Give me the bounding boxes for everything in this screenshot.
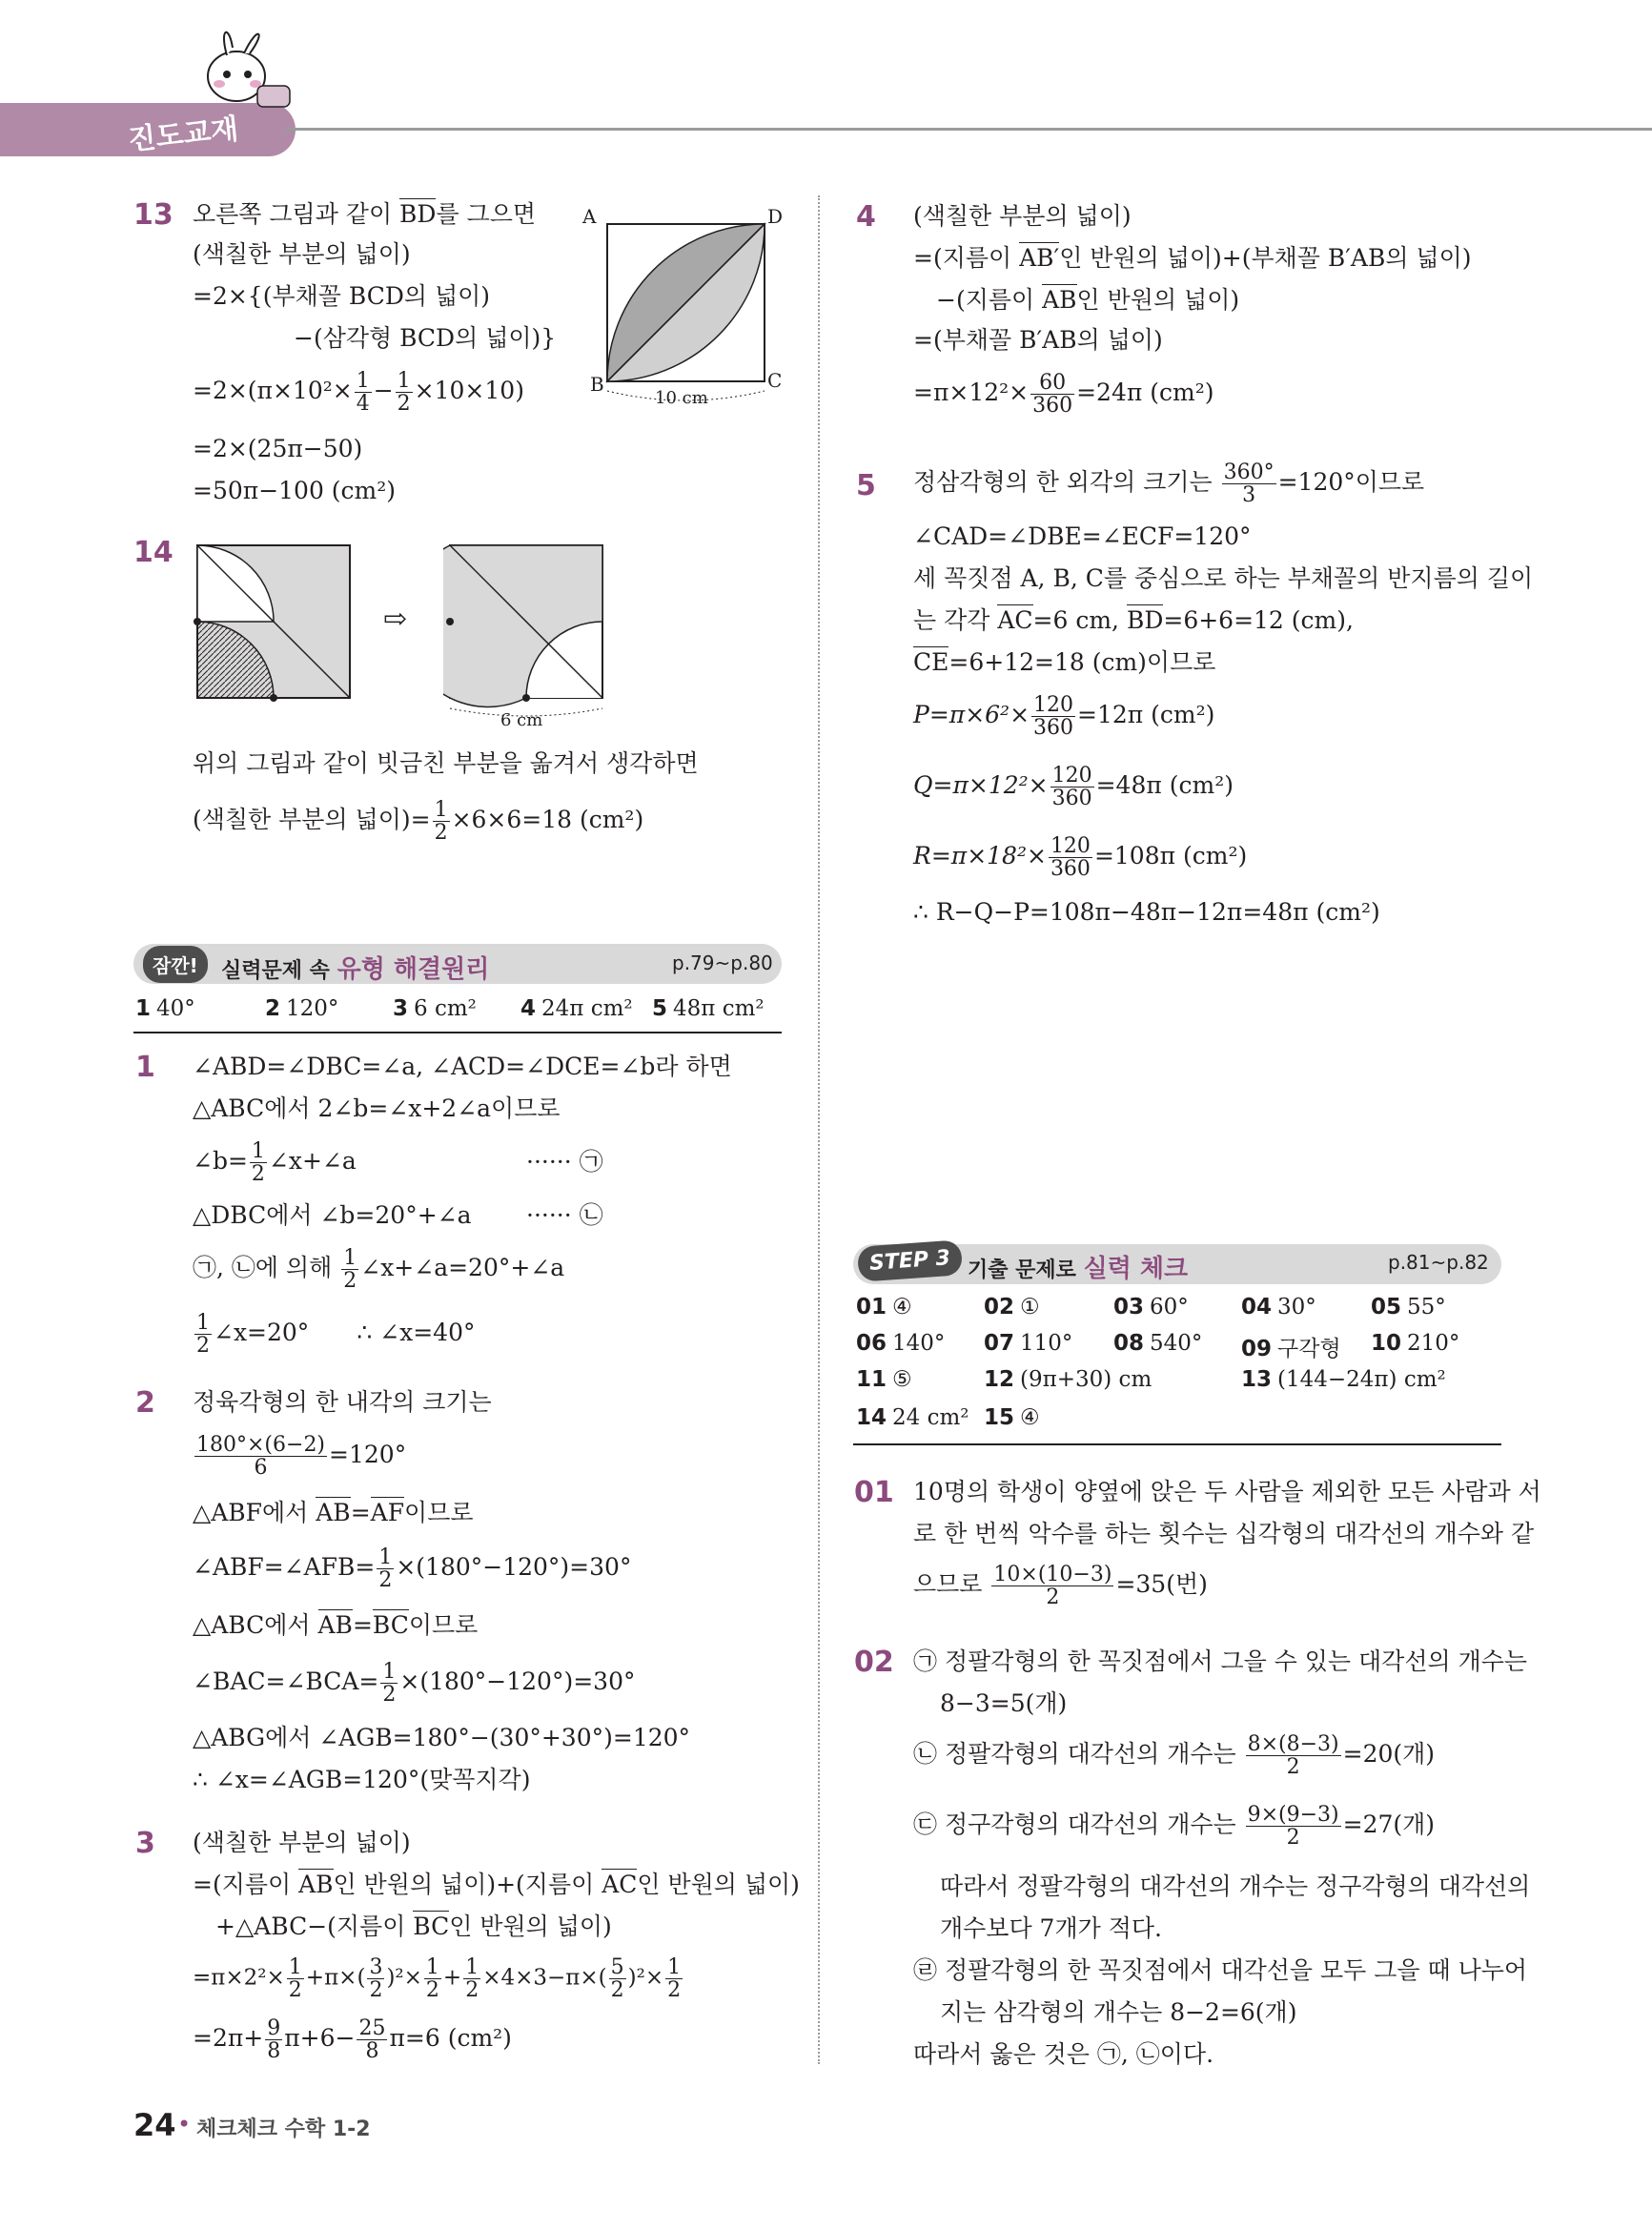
p13-line2: (색칠한 부분의 넓이)	[193, 240, 411, 268]
text: =2×(π×10²×	[193, 377, 353, 405]
answer-12: 12 (9π+30) cm	[984, 1367, 1152, 1392]
s02-line9: 따라서 옳은 것은 ㉠, ㉡이다.	[913, 2040, 1214, 2068]
q2-line2: $\frac{180^\circ\times(6-2)}{6}$ =120°	[196, 1433, 407, 1481]
answer-01: 01 ④	[856, 1295, 912, 1320]
fraction: $\frac{120}{360}$	[1051, 764, 1092, 811]
fraction: $\frac{5}{2}$	[610, 1955, 624, 2003]
q5-line9: ∴ R−Q−P=108π−48π−12π=48π (cm²)	[913, 898, 1380, 926]
p14-figure-right	[443, 539, 615, 729]
p14-line1: 위의 그림과 같이 빗금친 부분을 옮겨서 생각하면	[193, 749, 699, 777]
p13-line4: −(삼각형 BCD의 넓이)}	[294, 324, 557, 352]
answer-4: 4 24π cm²	[520, 996, 633, 1021]
s02-line3: ㉡ 정팔각형의 대각선의 개수는 $\frac{8\times(8-3)}{2}$ =20(개)	[913, 1732, 1436, 1780]
q1-line2: △ABC에서 2∠b=∠x+2∠a이므로	[193, 1095, 561, 1122]
q5-line4: 는 각각 AC=6 cm, BD=6+6=12 (cm),	[913, 606, 1354, 634]
fraction: $\frac{1}{4}$	[356, 369, 370, 417]
q3-line3: +△ABC−(지름이 BC인 반원의 넓이)	[215, 1913, 612, 1940]
fraction: $\frac{120}{360}$	[1050, 834, 1091, 882]
fraction: $\frac{360^\circ}{3}$	[1223, 460, 1275, 508]
q5-line5: CE=6+12=18 (cm)이므로	[913, 648, 1216, 676]
s01-line2: 로 한 번씩 악수를 하는 횟수는 십각형의 대각선의 개수와 같	[913, 1520, 1535, 1547]
fraction: $\frac{180^\circ\times(6-2)}{6}$	[196, 1433, 326, 1481]
s02-line1: ㉠ 정팔각형의 한 꼭짓점에서 그을 수 있는 대각선의 개수는	[913, 1647, 1528, 1675]
text: ×6×6=18 (cm²)	[451, 806, 644, 834]
page-number: 24	[133, 2107, 176, 2143]
fraction: $\frac{9}{8}$	[267, 2016, 281, 2064]
q5-line6: P=π×6²× $\frac{120}{360}$ =12π (cm²)	[913, 693, 1215, 741]
p13-figure	[577, 200, 796, 419]
fraction: $\frac{9\times(9-3)}{2}$	[1247, 1803, 1339, 1851]
p14-number: 14	[133, 536, 173, 569]
fraction: $\frac{8\times(8-3)}{2}$	[1247, 1732, 1339, 1780]
q2-line3: △ABF에서 AB=AF이므로	[193, 1499, 474, 1526]
p13-line1	[193, 200, 536, 229]
p14-line2	[193, 799, 643, 844]
q1-line4: △DBC에서 ∠b=20°+∠a	[193, 1201, 472, 1229]
answer-08: 08 540°	[1113, 1331, 1203, 1356]
q2-line8: ∴ ∠x=∠AGB=120°(맞꼭지각)	[193, 1766, 531, 1793]
q2-line1: 정육각형의 한 내각의 크기는	[193, 1388, 492, 1416]
answer-15: 15 ④	[984, 1405, 1040, 1430]
q1-number: 1	[135, 1051, 155, 1084]
fraction: $\frac{1}{2}$	[378, 1545, 393, 1593]
p13-number: 13	[133, 198, 173, 232]
answer-05: 05 55°	[1371, 1295, 1446, 1320]
q2-line6: ∠BAC=∠BCA= $\frac{1}{2}$ ×(180°−120°)=30°	[193, 1660, 636, 1708]
section-title: 실력문제 속 유형 해결원리	[221, 955, 490, 984]
q1-line3: ∠b= $\frac{1}{2}$ ∠x+∠a	[193, 1139, 357, 1187]
s01-line1: 10명의 학생이 양옆에 앉은 두 사람을 제외한 모든 사람과 서	[913, 1478, 1541, 1505]
q5-line7: Q=π×12²× $\frac{120}{360}$ =48π (cm²)	[913, 764, 1234, 811]
q4-line2: =(지름이 AB′인 반원의 넓이)+(부채꼴 B′AB의 넓이)	[913, 244, 1472, 272]
fraction: $\frac{120}{360}$	[1033, 693, 1074, 741]
s02-number: 02	[854, 1646, 894, 1679]
fraction: $\frac{1}{2}$	[382, 1660, 397, 1708]
p13-line5	[193, 370, 524, 415]
text: (색칠한 부분의 넓이)=	[193, 806, 431, 834]
fraction: $\frac{1}{2}$	[343, 1246, 357, 1294]
answer-5: 5 48π cm²	[652, 996, 765, 1021]
fraction: $\frac{1}{2}$	[251, 1139, 265, 1187]
section-title: 기출 문제로 실력 체크	[968, 1255, 1189, 1283]
answer-06: 06 140°	[856, 1331, 946, 1356]
label-length: 10 cm	[655, 388, 708, 408]
q4-line1: (색칠한 부분의 넓이)	[913, 202, 1132, 230]
label-length: 6 cm	[500, 710, 543, 729]
q5-line1: 정삼각형의 한 외각의 크기는 $\frac{360^\circ}{3}$ =120°이므로	[913, 460, 1425, 508]
q4-line4: =(부채꼴 B′AB의 넓이)	[913, 326, 1163, 354]
section-rule	[133, 1032, 782, 1033]
header-rule	[286, 128, 1652, 131]
p13-line3: =2×{(부채꼴 BCD의 넓이)	[193, 282, 491, 310]
s02-line8: 지는 삼각형의 개수는 8−2=6(개)	[940, 1998, 1297, 2026]
fraction: $\frac{10\times(10-3)}{2}$	[993, 1563, 1112, 1610]
fraction: $\frac{3}{2}$	[369, 1955, 383, 2003]
fraction: $\frac{60}{360}$	[1032, 371, 1073, 419]
answer-11: 11 ⑤	[856, 1367, 912, 1392]
q3-line4: =π×2²× $\frac{1}{2}$ +π×( $\frac{3}{2}$ )²× $\frac{1}{2}$ + $\frac{1}{2}$ ×4×3−π×( $\frac{5}{2}$ )²× $\frac{1}{2}$	[193, 1955, 682, 2003]
label-B: B	[590, 373, 604, 396]
answer-1: 1 40°	[135, 996, 195, 1021]
s01-number: 01	[854, 1476, 894, 1509]
fraction: $\frac{1}{2}$	[397, 369, 411, 417]
q5-number: 5	[856, 469, 876, 502]
answer-2: 2 120°	[265, 996, 339, 1021]
s02-line4: ㉢ 정구각형의 대각선의 개수는 $\frac{9\times(9-3)}{2}$ =27(개)	[913, 1803, 1436, 1851]
text: ×10×10)	[414, 377, 524, 405]
q1-marker1: ······ ㉠	[526, 1148, 603, 1176]
p13-line6: =2×(25π−50)	[193, 435, 363, 462]
answer-3: 3 6 cm²	[393, 996, 477, 1021]
section-pages: p.79~p.80	[672, 951, 773, 974]
s02-line7: ㉣ 정팔각형의 한 꼭짓점에서 대각선을 모두 그을 때 나누어	[913, 1956, 1528, 1984]
s02-line2: 8−3=5(개)	[940, 1689, 1068, 1717]
answer-02: 02 ①	[984, 1295, 1040, 1320]
answer-04: 04 30°	[1241, 1295, 1316, 1320]
answer-03: 03 60°	[1113, 1295, 1189, 1320]
answer-14: 14 24 cm²	[856, 1405, 969, 1430]
q2-line4: ∠ABF=∠AFB= $\frac{1}{2}$ ×(180°−120°)=30°	[193, 1545, 632, 1593]
book-title: 체크체크 수학 1-2	[196, 2117, 371, 2141]
header-tag: 진도교재	[126, 113, 240, 157]
p14-figure-left	[191, 539, 357, 706]
column-divider	[818, 195, 820, 2064]
q3-line1: (색칠한 부분의 넓이)	[193, 1829, 411, 1856]
text: 오른쪽 그림과 같이	[193, 200, 400, 228]
answer-10: 10 210°	[1371, 1331, 1460, 1356]
q3-number: 3	[135, 1827, 155, 1860]
overline-text: BD	[399, 200, 437, 228]
s02-line5: 따라서 정팔각형의 대각선의 개수는 정구각형의 대각선의	[940, 1872, 1531, 1900]
mascot-icon	[191, 19, 296, 114]
answer-13: 13 (144−24π) cm²	[1241, 1367, 1446, 1392]
q1-line6: $\frac{1}{2}$ ∠x=20° ∴ ∠x=40°	[196, 1311, 476, 1359]
section-badge: 잠깐!	[143, 946, 208, 983]
answer-09: 09 구각형	[1241, 1337, 1341, 1361]
q3-line5: =2π+ $\frac{9}{8}$ π+6− $\frac{25}{8}$ π=6 (cm²)	[193, 2016, 512, 2064]
s01-line3: 으므로 $\frac{10\times(10-3)}{2}$ =35(번)	[913, 1563, 1208, 1610]
answer-07: 07 110°	[984, 1331, 1073, 1356]
arrow-icon: ⇨	[383, 603, 408, 636]
q5-line2: ∠CAD=∠DBE=∠ECF=120°	[913, 522, 1252, 550]
text: 를 그으면	[436, 200, 537, 228]
q3-line2: =(지름이 AB인 반원의 넓이)+(지름이 AC인 반원의 넓이)	[193, 1871, 800, 1898]
fraction: $\frac{1}{2}$	[667, 1955, 682, 2003]
fraction: $\frac{25}{8}$	[358, 2016, 386, 2064]
q2-number: 2	[135, 1386, 155, 1420]
s02-line6: 개수보다 7개가 적다.	[940, 1914, 1162, 1942]
q2-line7: △ABG에서 ∠AGB=180°−(30°+30°)=120°	[193, 1724, 691, 1751]
fraction: $\frac{1}{2}$	[425, 1955, 439, 2003]
q1-marker2: ······ ㉡	[526, 1201, 603, 1229]
fraction: $\frac{1}{2}$	[288, 1955, 302, 2003]
text: −	[373, 377, 394, 405]
q4-number: 4	[856, 200, 876, 234]
p13-line7: =50π−100 (cm²)	[193, 477, 397, 504]
q4-line5: =π×12²× $\frac{60}{360}$ =24π (cm²)	[913, 371, 1214, 419]
q2-line5: △ABC에서 AB=BC이므로	[193, 1611, 479, 1639]
step-badge: STEP 3	[857, 1239, 963, 1282]
fraction: $\frac{1}{2}$	[434, 798, 448, 846]
label-A: A	[582, 205, 597, 228]
q5-line8: R=π×18²× $\frac{120}{360}$ =108π (cm²)	[913, 834, 1248, 882]
footer-bullet: •	[177, 2111, 192, 2138]
q4-line3: −(지름이 AB인 반원의 넓이)	[936, 286, 1240, 314]
q1-line1: ∠ABD=∠DBC=∠a, ∠ACD=∠DCE=∠b라 하면	[193, 1053, 732, 1080]
label-C: C	[767, 369, 783, 392]
section-rule	[853, 1443, 1501, 1445]
section-pages: p.81~p.82	[1388, 1251, 1489, 1274]
label-D: D	[767, 205, 784, 228]
fraction: $\frac{1}{2}$	[196, 1311, 210, 1359]
fraction: $\frac{1}{2}$	[465, 1955, 479, 2003]
q1-line5: ㉠, ㉡에 의해 $\frac{1}{2}$ ∠x+∠a=20°+∠a	[193, 1246, 565, 1294]
q5-line3: 세 꼭짓점 A, B, C를 중심으로 하는 부채꼴의 반지름의 길이	[913, 564, 1534, 592]
